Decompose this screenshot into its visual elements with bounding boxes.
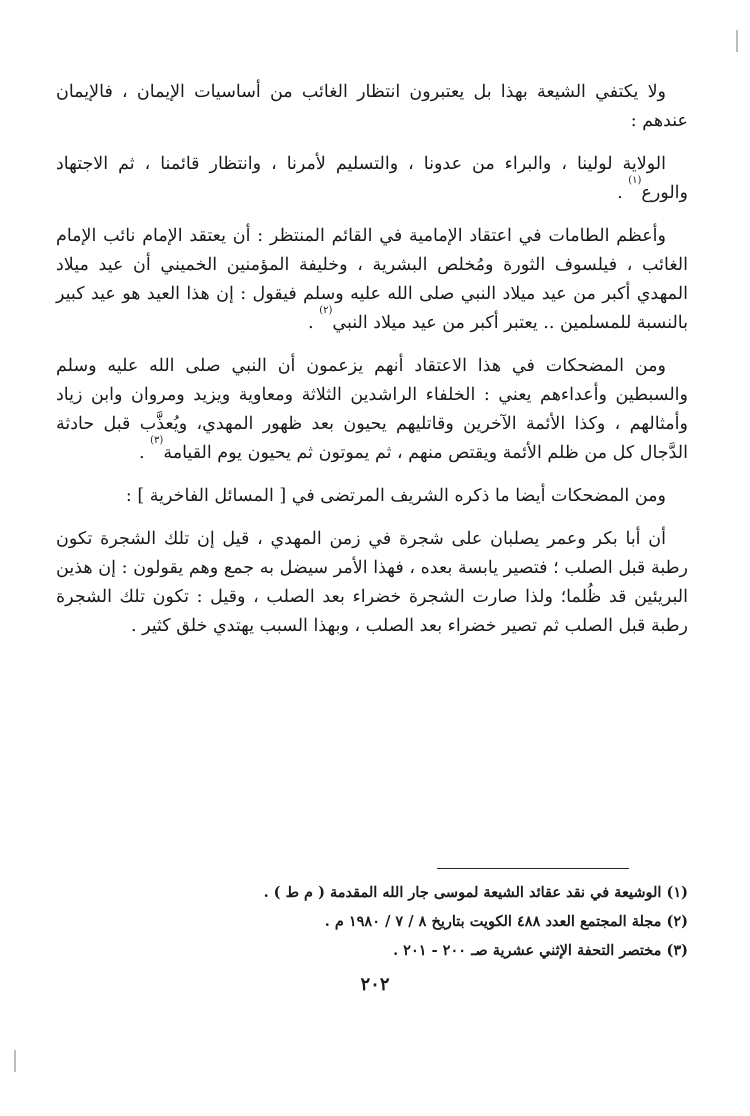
paragraph-3-tail: .: [308, 313, 320, 333]
paragraph-2: [56, 150, 688, 208]
paragraph-2-text: الولاية لولينا ، والبراء من عدونا ، والتسليم لأمرنا ، وانتظار قائمنا ، ثم الاجتهاد والورع: [56, 154, 688, 203]
footnote-1: (١) الوشيعة في نقد عقائد الشيعة لموسى جار الله المقدمة ( م ط ) .: [263, 884, 688, 901]
paragraph-6-text: أن أبا بكر وعمر يصلبان على شجرة في زمن المهدي ، قيل إن تلك الشجرة تكون رطبة قبل الصلب ؛ فتصير يابسة بعده ، فهذا الأمر سيضل به جمع وهم يقولون : إن هذين البريئين قد ظُلما؛ ولذا صارت الشجرة خضراء بعد الصلب ، وقيل : تكون تلك الشجرة رطبة قبل الصلب ثم تصير خضراء بعد الصلب ، وبهذا السبب يهتدي خلق كثير .: [56, 529, 688, 636]
paragraph-3: [56, 222, 688, 338]
paragraph-1-text: ولا يكتفي الشيعة بهذا بل يعتبرون انتظار الغائب من أساسيات الإيمان ، فالإيمان عندهم :: [56, 82, 688, 131]
page-body: [56, 78, 688, 651]
scan-mark: [14, 1050, 16, 1072]
footnote-3: (٣) مختصر التحفة الإثني عشرية صـ ٢٠٠ - ٢٠١ .: [393, 942, 688, 959]
footnote-ref-1: (١): [628, 175, 642, 186]
scan-mark: [736, 30, 738, 52]
paragraph-5: [56, 482, 688, 511]
footnote-ref-3: (٣): [150, 435, 164, 446]
footnotes: [56, 878, 688, 965]
paragraph-4-tail: .: [139, 443, 151, 463]
footnote-2: (٢) مجلة المجتمع العدد ٤٨٨ الكويت بتاريخ ٨ / ٧ / ١٩٨٠ م .: [324, 913, 688, 930]
paragraph-4-text: ومن المضحكات في هذا الاعتقاد أنهم يزعمون أن النبي صلى الله عليه وسلم والسبطين وأعداءهم يعني : الخلفاء الراشدين الثلاثة ومعاوية ويزيد ومروان وابن زياد وأمثالهم ، وكذا الأئمة الآخرين وقاتليهم يحيون بعد ظهور المهدي، ويُعذَّب قبل حادثة الدَّجال كل من ظلم الأئمة ويقتص منهم ، ثم يموتون ثم يحيون يوم القيامة: [56, 356, 688, 463]
paragraph-1: [56, 78, 688, 136]
page-number: ٢٠٢: [360, 974, 390, 995]
footnote-separator: [437, 868, 629, 869]
footnote-ref-2: (٢): [319, 305, 333, 316]
paragraph-4: [56, 352, 688, 468]
paragraph-5-text: ومن المضحكات أيضا ما ذكره الشريف المرتضى في [ المسائل الفاخرية ] :: [125, 486, 666, 506]
paragraph-2-tail: .: [617, 183, 629, 203]
paragraph-3-text: وأعظم الطامات في اعتقاد الإمامية في القائم المنتظر : أن يعتقد الإمام نائب الإمام الغائب ، فيلسوف الثورة ومُخلص البشرية ، وخليفة المؤمنين الخميني أن عيد ميلاد المهدي أكبر من عيد ميلاد النبي صلى الله عليه وسلم فيقول : إن هذا العيد هو عيد كبير بالنسبة للمسلمين .. يعتبر أكبر من عيد ميلاد النبي: [56, 226, 688, 333]
paragraph-6: [56, 525, 688, 641]
